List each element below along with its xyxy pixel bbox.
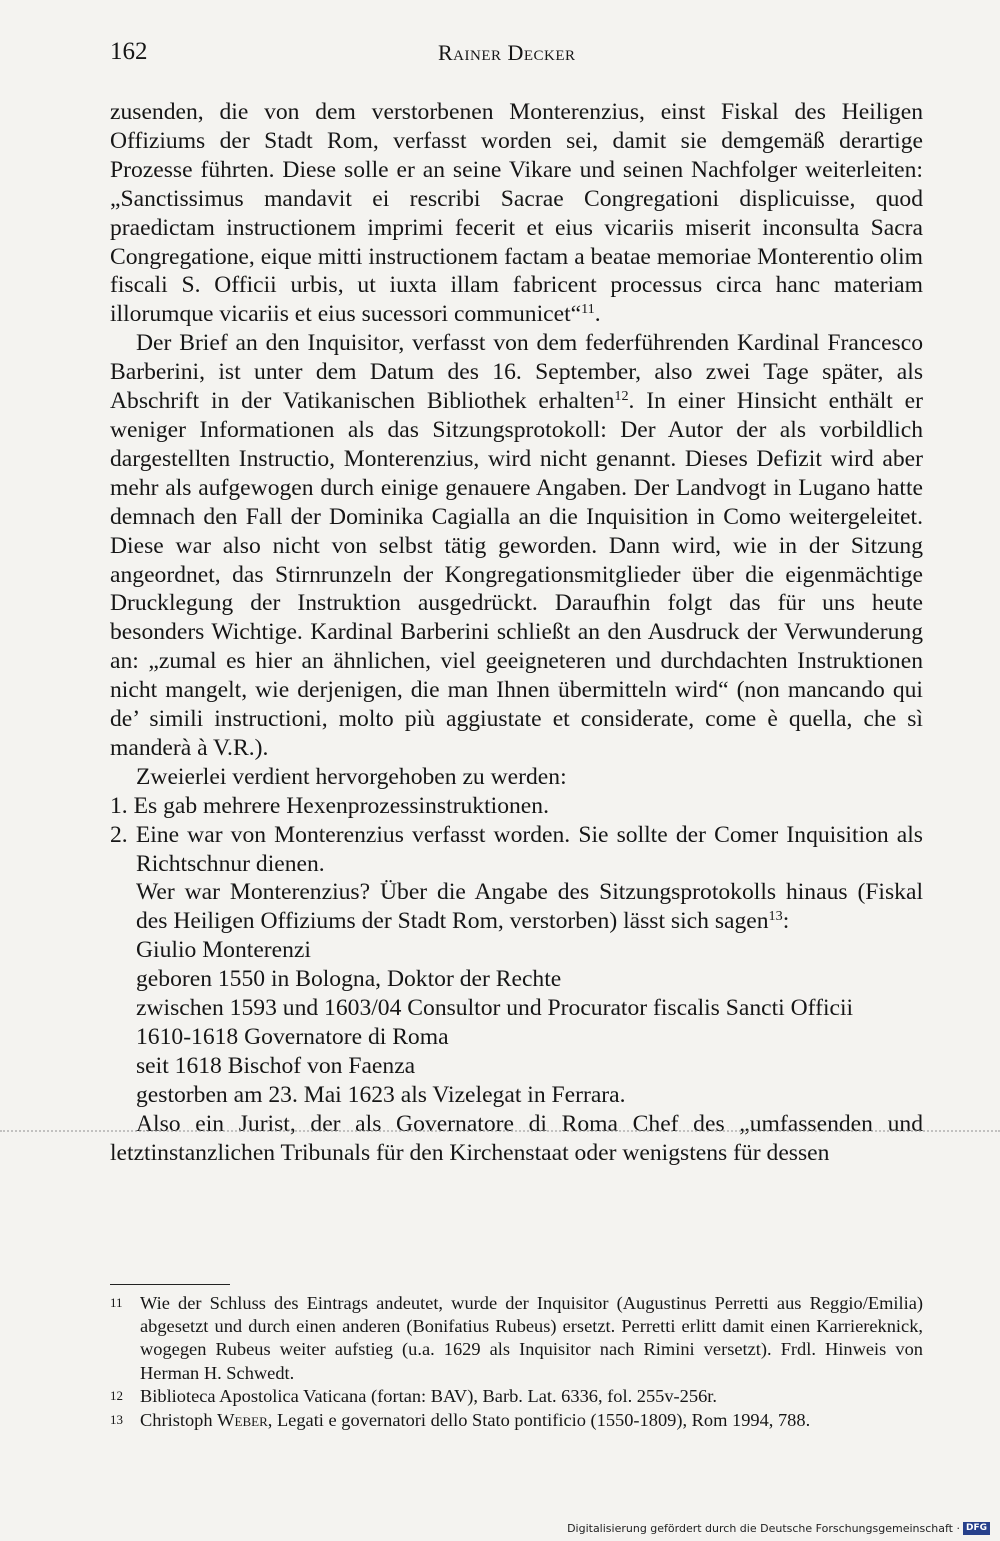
footnote-ref: 12 — [614, 388, 629, 405]
footnote-number: 11 — [110, 1295, 123, 1310]
paragraph: Also ein Jurist, der als Governatore di Roma Chef des „umfassenden und letztinstanzlichen Tribunals für den Kirchenstaat oder wenigstens für dessen — [110, 1110, 923, 1166]
paragraph: Wer war Monterenzius? Über die Angabe des Sitzungsprotokolls hinaus (Fiskal des Heiligen Offiziums der Stadt Rom, verstorben) lässt sich sagen$^{13}$: — [136, 879, 923, 935]
page-number: 162 — [110, 38, 148, 65]
footnotes — [110, 1292, 923, 1433]
list-item: 1. Es gab mehrere Hexenprozessinstruktionen. — [110, 792, 549, 819]
paragraph: Der Brief an den Inquisitor, verfasst von dem federführenden Kardinal Francesco Barberini, ist unter dem Datum des 16. September, also zwei Tage später, als Abschrift in der Vatikanischen Bibliothek erhalten$^{12}$. In einer Hinsicht enthält er weniger Informationen als das Sitzungsprotokoll: Der Autor der als vorbildlich dargestellten Instructio, Monterenzius, wird nicht genannt. Dieses Defizit wird aber mehr als aufgewogen durch einige genauere Angaben. Der Landvogt in Lugano hatte demnach den Fall der Dominika Cagialla an die Inquisition in Como weitergeleitet. Diese war also nicht von selbst tätig geworden. Dann wird, wie in der Sitzung angeordnet, das Stirnrunzeln der Kongregationsmitglieder über die eigenmächtige Drucklegung der Instruktion ausgedrückt. Daraufhin folgt das für uns heute besonders Wichtige. Kardinal Barberini schließt an den Ausdruck der Verwunderung an: „zumal es hier an ähnlichen, viel geeigneteren und durchdachten Instruktionen nicht mangelt, wie derjenigen, die man Ihnen übermitteln wird“ (non mancando qui de’ simili instructioni, molto più aggiustate et considerate, come è quella, che sì manderà à V.R.). — [110, 330, 923, 761]
list-item: 2. Eine war von Monterenzius verfasst worden. Sie sollte der Comer Inquisition als Richtschnur dienen. — [110, 821, 923, 877]
footnote-ref: 13 — [768, 908, 783, 925]
footnote: 12 Biblioteca Apostolica Vaticana (fortan: BAV), Barb. Lat. 6336, fol. 255v-256r. — [110, 1386, 717, 1407]
bio-line: zwischen 1593 und 1603/04 Consultor und Procurator fiscalis Sancti Officii — [136, 995, 854, 1022]
footnote-rule — [110, 1284, 230, 1285]
bio-line: geboren 1550 in Bologna, Doktor der Rechte — [136, 966, 562, 993]
bio-line: Giulio Monterenzi — [136, 937, 311, 964]
body-text — [110, 98, 923, 1168]
footnote-number: 12 — [110, 1388, 123, 1404]
running-head-author: Rainer Decker — [438, 40, 576, 65]
dfg-logo: DFG — [963, 1522, 990, 1535]
footnote: 11 Wie der Schluss des Eintrags andeutet, wurde der Inquisitor (Augustinus Perretti aus Reggio/Emilia) abgesetzt und durch einen anderen (Bonifatius Rubeus) ersetzt. Perretti erlitt damit einen Karriereknick, wogegen Rubeus weiter aufstieg (u.a. 1629 als Inquisitor nach Rimini versetzt). Frdl. Hinweis von Herman H. Schwedt. — [110, 1293, 923, 1383]
paragraph: zusenden, die von dem verstorbenen Monterenzius, einst Fiskal des Heiligen Offiziums der Stadt Rom, verfasst worden sei, damit sie demgemäß derartige Prozesse führten. Diese solle er an seine Vikare und seinen Nachfolger weiterleiten: „Sanctissimus mandavit ei rescribi Sacrae Congregationi displicuisse, quod praedictam instructionem imprimi fecerit et eius vicariis miserit inconsulta Sacra Congregatione, eique mitti instructionem factam a beatae memoriae Monterentio olim fiscali S. Officii urbis, ut iuxta illam fabricent processus circa hanc materiam illorumque vicariis et eius sucessori communicet“$^{11}$. — [110, 99, 923, 328]
footnote-ref: 11 — [581, 301, 595, 318]
digitization-credit: Digitalisierung gefördert durch die Deutsche Forschungsgemeinschaft · DFG — [567, 1522, 990, 1535]
scan-artifact-dotted-line — [0, 1130, 1000, 1132]
bio-line: gestorben am 23. Mai 1623 als Vizelegat in Ferrara. — [136, 1081, 626, 1108]
footnote-number: 13 — [110, 1412, 123, 1428]
footnote: 13 Christoph Weber, Legati e governatori dello Stato pontificio (1550-1809), Rom 1994, 788. — [110, 1410, 811, 1431]
paragraph: Zweierlei verdient hervorgehoben zu werden: — [136, 763, 567, 790]
bio-line: 1610-1618 Governatore di Roma — [136, 1024, 449, 1050]
bio-line: seit 1618 Bischof von Faenza — [136, 1052, 416, 1079]
